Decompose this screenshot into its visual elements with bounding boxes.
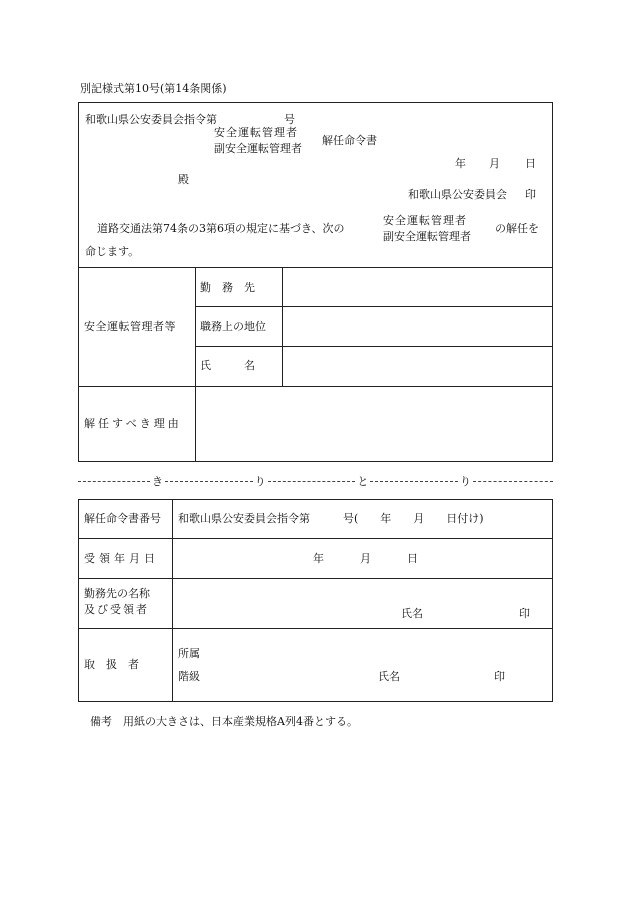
issuer-go: 号 bbox=[284, 113, 295, 126]
workplace-receiver-label-2: 及び受領者 bbox=[84, 603, 149, 616]
cut-char: き bbox=[152, 475, 163, 488]
title-option-deputy: 副安全運転管理者 bbox=[214, 142, 302, 155]
issuer-seal: 印 bbox=[525, 188, 536, 201]
receiver-seal: 印 bbox=[519, 607, 530, 620]
receive-year: 年 bbox=[313, 552, 324, 565]
rule bbox=[195, 267, 196, 462]
receive-day: 日 bbox=[407, 552, 418, 565]
body-text-pre: 道路交通法第74条の3第6項の規定に基づき、次の bbox=[97, 222, 345, 235]
cut-char: と bbox=[357, 475, 369, 488]
cut-char: り bbox=[254, 475, 266, 488]
workplace-receiver-label-1: 勤務先の名称 bbox=[84, 587, 150, 600]
handler-rank: 階級 bbox=[178, 670, 200, 683]
body-text-line2: 命じます。 bbox=[85, 245, 140, 258]
order-number-value: 和歌山県公安委員会指令第 号( 年 月 日付け) bbox=[178, 512, 484, 525]
date-day: 日 bbox=[525, 157, 536, 170]
issuer-number: 和歌山県公安委員会指令第 bbox=[85, 113, 217, 126]
name-label: 氏 名 bbox=[200, 359, 255, 372]
form-number: 別記様式第10号(第14条関係) bbox=[80, 82, 227, 95]
receive-month: 月 bbox=[360, 552, 371, 565]
body-option-deputy: 副安全運転管理者 bbox=[383, 230, 471, 243]
rule bbox=[78, 628, 553, 629]
rule bbox=[195, 306, 553, 307]
title-option-manager: 安全運転管理者 bbox=[214, 126, 298, 139]
issuer-name: 和歌山県公安委員会 bbox=[408, 188, 507, 201]
manager-group-label: 安全運転管理者等 bbox=[84, 320, 176, 333]
rule bbox=[195, 346, 553, 347]
rule bbox=[78, 538, 553, 539]
remarks-note: 備考 用紙の大きさは、日本産業規格A列4番とする。 bbox=[90, 715, 358, 728]
cut-char: り bbox=[460, 475, 472, 488]
order-number-label: 解任命令書番号 bbox=[84, 512, 161, 525]
date-month: 月 bbox=[489, 157, 500, 170]
cut-line bbox=[78, 476, 553, 487]
receiver-name-label: 氏名 bbox=[401, 607, 423, 620]
receive-date-label: 受領年月日 bbox=[84, 552, 159, 565]
order-title: 解任命令書 bbox=[322, 134, 377, 147]
handler-name-label: 氏名 bbox=[378, 670, 400, 683]
handler-seal: 印 bbox=[494, 670, 505, 683]
handler-affiliation: 所属 bbox=[178, 647, 200, 660]
rule bbox=[78, 578, 553, 579]
workplace-label: 勤 務 先 bbox=[200, 281, 255, 294]
reason-label: 解任すべき理由 bbox=[84, 417, 182, 430]
body-text-post: の解任を bbox=[495, 222, 539, 235]
date-year: 年 bbox=[455, 157, 466, 170]
rule bbox=[78, 267, 553, 268]
order-form-frame bbox=[78, 102, 553, 462]
rule bbox=[282, 267, 283, 386]
receipt-form-frame bbox=[78, 499, 553, 702]
rule bbox=[78, 386, 553, 387]
addressee-dono: 殿 bbox=[178, 173, 189, 186]
rule bbox=[172, 499, 173, 702]
body-option-manager: 安全運転管理者 bbox=[383, 214, 467, 227]
handler-label: 取 扱 者 bbox=[84, 658, 139, 671]
position-label: 職務上の地位 bbox=[200, 320, 266, 333]
